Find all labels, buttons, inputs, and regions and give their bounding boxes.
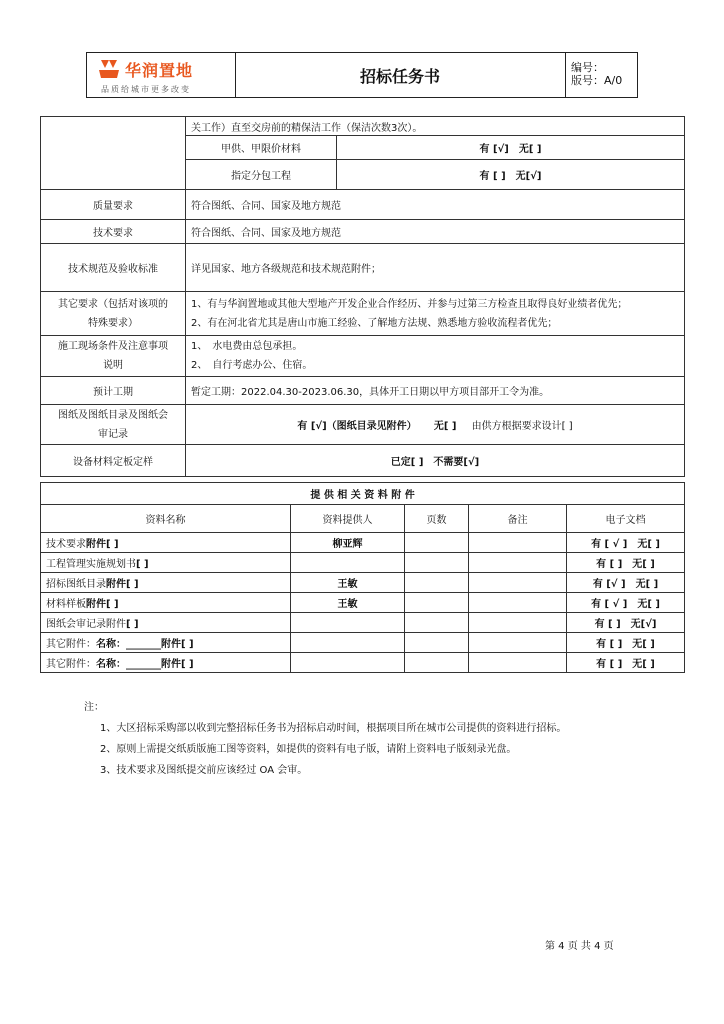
other-value	[186, 292, 685, 336]
table-row	[41, 593, 685, 613]
table-row	[41, 653, 685, 673]
row-provider	[291, 613, 405, 633]
drawing-value	[186, 405, 685, 445]
empty-label-cell	[41, 117, 186, 190]
table-row	[41, 573, 685, 593]
other-label-line-1: 其它要求（包括对该项的	[58, 298, 168, 310]
attachments-table	[40, 482, 685, 673]
row-pages	[405, 573, 469, 593]
quality-value: 符合图纸、合同、国家及地方规范	[186, 190, 685, 220]
row-name: 图纸会审记录附件[ ]	[41, 613, 291, 633]
document-header	[86, 52, 638, 98]
row-pages	[405, 653, 469, 673]
site-value-line-1: 1、 水电费由总包承担。	[191, 341, 303, 352]
attachments-header-row	[41, 505, 685, 533]
page-number: 第 4 页 共 4 页	[545, 941, 614, 952]
row-name: 技术要求附件[ ]	[41, 533, 291, 553]
table-row	[41, 613, 685, 633]
row-remark	[469, 653, 567, 673]
row-pages	[405, 553, 469, 573]
row-provider	[291, 653, 405, 673]
row-pages	[405, 613, 469, 633]
version-label: 版号：A/0	[571, 74, 623, 87]
row-edoc: 有 [ ] 无[ ]	[567, 553, 685, 573]
site-value	[186, 336, 685, 377]
logo-cell	[87, 53, 236, 97]
row-remark	[469, 573, 567, 593]
row-pages	[405, 593, 469, 613]
spec-label: 技术规范及验收标准	[41, 244, 186, 292]
row-provider: 王敏	[291, 573, 405, 593]
row-provider: 柳亚辉	[291, 533, 405, 553]
number-label: 编号：	[571, 61, 604, 74]
site-value-line-2: 2、 自行考虑办公、住宿。	[191, 360, 313, 371]
notes-section	[84, 697, 566, 781]
table-row	[41, 533, 685, 553]
col-header-provider: 资料提供人	[291, 505, 405, 533]
row-remark	[469, 613, 567, 633]
drawing-value-a: 有 [√]（图纸目录见附件）	[297, 421, 417, 432]
spec-value: 详见国家、地方各级规范和技术规范附件；	[186, 244, 685, 292]
row-name: 材料样板附件[ ]	[41, 593, 291, 613]
col-header-name: 资料名称	[41, 505, 291, 533]
note-item: 3、技术要求及图纸提交前应该经过 OA 会审。	[100, 765, 308, 776]
row-remark	[469, 533, 567, 553]
site-label-line-1: 施工现场条件及注意事项	[58, 341, 168, 352]
attachments-section-title: 提 供 相 关 资 料 附 件	[41, 483, 685, 505]
row-edoc: 有 [ ] 无[ ]	[567, 653, 685, 673]
drawing-label	[41, 405, 186, 445]
top-text: 关工作）直至交房前的精保洁工作（保洁次数3次）。	[186, 117, 685, 136]
note-item: 1、大区招标采购部以收到完整招标任务书为招标启动时间，根据项目所在城市公司提供的资料进行招标。	[100, 723, 567, 734]
row-name: 其它附件：名称：_______附件[ ]	[41, 653, 291, 673]
row-pages	[405, 533, 469, 553]
subcontract-label: 指定分包工程	[186, 160, 337, 190]
logo-name: 华润置地	[125, 61, 194, 80]
row-edoc: 有 [ ] 无[√]	[567, 613, 685, 633]
tech-label: 技术要求	[41, 220, 186, 244]
drawing-value-c: 由供方根据要求设计[ ]	[471, 421, 573, 432]
table-row	[41, 553, 685, 573]
row-edoc: 有 [ √ ] 无[ ]	[567, 533, 685, 553]
row-remark	[469, 633, 567, 653]
other-label-line-2: 特殊要求）	[88, 317, 138, 329]
document-title: 招标任务书	[235, 53, 566, 97]
company-logo-icon	[97, 58, 121, 80]
notes-title: 注：	[84, 702, 104, 713]
other-label	[41, 292, 186, 336]
subcontract-value: 有 [ ] 无[√]	[337, 160, 685, 190]
logo-slogan: 品质给城市更多改变	[101, 85, 191, 94]
row-name: 其它附件：名称：_______附件[ ]	[41, 633, 291, 653]
col-header-remark: 备注	[469, 505, 567, 533]
period-label: 预计工期	[41, 377, 186, 405]
other-value-line-1: 1、有与华润置地或其他大型地产开发企业合作经历、并参与过第三方检查且取得良好业绩者优先；	[191, 298, 628, 310]
row-remark	[469, 593, 567, 613]
drawing-label-line-1: 图纸及图纸目录及图纸会	[58, 409, 168, 421]
quality-label: 质量要求	[41, 190, 186, 220]
row-name: 招标图纸目录附件[ ]	[41, 573, 291, 593]
table-row	[41, 633, 685, 653]
site-label	[41, 336, 186, 377]
row-edoc: 有 [√ ] 无[ ]	[567, 573, 685, 593]
sample-value: 已定[ ] 不需要[√]	[186, 445, 685, 477]
row-provider	[291, 553, 405, 573]
supply-label: 甲供、甲限价材料	[186, 136, 337, 160]
document-meta	[565, 53, 639, 97]
drawing-label-line-2: 审记录	[98, 428, 128, 440]
col-header-pages: 页数	[405, 505, 469, 533]
row-provider	[291, 633, 405, 653]
row-provider: 王敏	[291, 593, 405, 613]
other-value-line-2: 2、有在河北省尤其是唐山市施工经验、了解地方法规、熟悉地方验收流程者优先；	[191, 317, 558, 329]
row-pages	[405, 633, 469, 653]
row-name: 工程管理实施规划书[ ]	[41, 553, 291, 573]
col-header-edoc: 电子文档	[567, 505, 685, 533]
drawing-value-b: 无[ ]	[433, 421, 457, 432]
requirements-table	[40, 116, 685, 477]
row-edoc: 有 [ √ ] 无[ ]	[567, 593, 685, 613]
supply-value: 有 [√] 无[ ]	[337, 136, 685, 160]
row-edoc: 有 [ ] 无[ ]	[567, 633, 685, 653]
note-item: 2、原则上需提交纸质版施工图等资料，如提供的资料有电子版，请附上资料电子版刻录光盘。	[100, 744, 517, 755]
site-label-line-2: 说明	[103, 360, 123, 371]
row-remark	[469, 553, 567, 573]
period-value: 暂定工期：2022.04.30-2023.06.30，具体开工日期以甲方项目部开工令为准。	[186, 377, 685, 405]
sample-label: 设备材料定板定样	[41, 445, 186, 477]
tech-value: 符合图纸、合同、国家及地方规范	[186, 220, 685, 244]
